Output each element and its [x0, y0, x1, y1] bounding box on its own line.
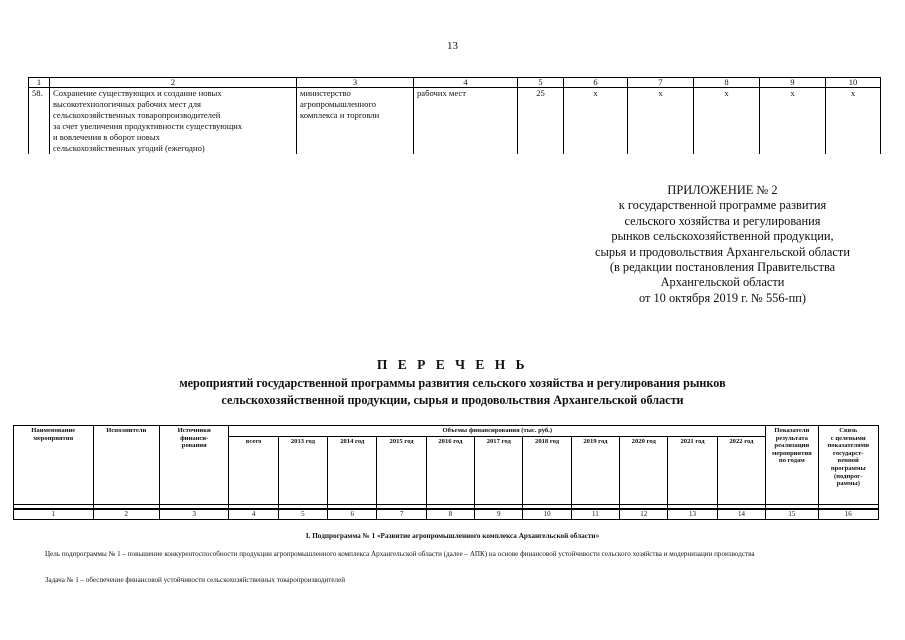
top-header-cell: 4	[414, 78, 518, 88]
appendix-line: к государственной программе развития	[618, 198, 827, 213]
funding-col: 2022 год	[717, 436, 765, 504]
top-header-cell: 10	[826, 78, 881, 88]
appendix-line: рынков сельскохозяйственной продукции,	[611, 229, 834, 244]
funding-col: 2016 год	[426, 436, 474, 504]
column-number: 5	[278, 509, 327, 520]
column-numbers-row	[14, 509, 879, 520]
goal-paragraph: Цель подпрограммы № 1 – повышение конкурентоспособности продукции агропромышленного комплекса Архангельской области (далее – АПК) на основе финансовой устойчивости сельского хозяйства и модернизации производства	[45, 550, 755, 558]
top-header-cell: 3	[297, 78, 414, 88]
column-number: 6	[328, 509, 377, 520]
column-number: 9	[475, 509, 523, 520]
funding-col: всего	[229, 436, 278, 504]
table-row	[29, 88, 881, 155]
main-header-row	[14, 426, 879, 437]
col-indicators-header: Показатели результата реализации мероприятия по годам	[766, 426, 818, 505]
column-number: 15	[766, 509, 818, 520]
column-number: 12	[620, 509, 668, 520]
funding-col: 2020 год	[620, 436, 668, 504]
funding-col: 2013 год	[278, 436, 327, 504]
top-table	[28, 77, 881, 154]
column-number: 4	[229, 509, 278, 520]
row-x: х	[760, 88, 826, 155]
funding-col: 2021 год	[668, 436, 717, 504]
column-number: 1	[14, 509, 94, 520]
top-header-cell: 2	[50, 78, 297, 88]
top-table-header-row	[29, 78, 881, 88]
col-source-header: Источники финанси- рования	[159, 426, 228, 505]
funding-col: 2019 год	[571, 436, 619, 504]
subprogram-heading: I. Подпрограмма № 1 «Развитие агропромышленного комплекса Архангельской области»	[305, 532, 600, 540]
row-x: х	[826, 88, 881, 155]
row-x: х	[628, 88, 694, 155]
row-number: 58.	[29, 88, 50, 155]
appendix-line: сырья и продовольствия Архангельской области	[595, 244, 850, 259]
top-header-cell: 6	[564, 78, 628, 88]
row-x: х	[564, 88, 628, 155]
funding-header: Объемы финансирования (тыс. руб.)	[229, 426, 766, 437]
funding-col: 2014 год	[328, 436, 377, 504]
col-link-header: Связь с целевыми показателями государст- венной программы (подпрог- раммы)	[818, 426, 879, 505]
col-exec-header: Исполнители	[93, 426, 159, 505]
appendix-line: от 10 октября 2019 г. № 556-пп)	[638, 290, 807, 305]
top-header-cell: 7	[628, 78, 694, 88]
row-executor: министерство агропромышленного комплекса и торговли	[297, 88, 414, 155]
appendix-block	[555, 183, 890, 306]
column-number: 10	[523, 509, 571, 520]
col-name-header: Наименование мероприятия	[14, 426, 94, 505]
column-number: 11	[571, 509, 619, 520]
column-number: 2	[93, 509, 159, 520]
column-number: 3	[159, 509, 228, 520]
page-number: 13	[447, 40, 458, 52]
main-table	[13, 425, 879, 520]
top-header-cell: 1	[29, 78, 50, 88]
row-value: 25	[518, 88, 564, 155]
row-unit: рабочих мест	[414, 88, 518, 155]
top-header-cell: 9	[760, 78, 826, 88]
column-number: 14	[717, 509, 765, 520]
column-number: 7	[377, 509, 426, 520]
top-header-cell: 5	[518, 78, 564, 88]
funding-col: 2015 год	[377, 436, 426, 504]
funding-col: 2018 год	[523, 436, 571, 504]
appendix-line: Архангельской области	[660, 275, 785, 290]
top-header-cell: 8	[694, 78, 760, 88]
column-number: 8	[426, 509, 474, 520]
row-x: х	[694, 88, 760, 155]
document-title: П Е Р Е Ч Е Н Ь	[376, 357, 529, 372]
appendix-line: ПРИЛОЖЕНИЕ № 2	[667, 183, 778, 197]
appendix-line: (в редакции постановления Правительства	[609, 260, 836, 275]
column-number: 13	[668, 509, 717, 520]
task-paragraph: Задача № 1 – обеспечение финансовой устойчивости сельскохозяйственных товаропроизводителей	[45, 576, 346, 584]
row-name: Сохранение существующих и создание новых высокотехнологичных рабочих мест для сельскохозяйственных товаропроизводителей за счет увеличения продуктивности существующих и вовлечения в оборот новых сельскохозяйственных угодий (ежегодно)	[50, 88, 297, 155]
column-number: 16	[818, 509, 879, 520]
appendix-line: сельского хозяйства и регулирования	[624, 213, 821, 228]
funding-col: 2017 год	[475, 436, 523, 504]
document-subtitle: мероприятий государственной программы развития сельского хозяйства и регулирования рынков сельскохозяйственной продукции, сырья и продовольствия Архангельской области	[179, 376, 726, 407]
